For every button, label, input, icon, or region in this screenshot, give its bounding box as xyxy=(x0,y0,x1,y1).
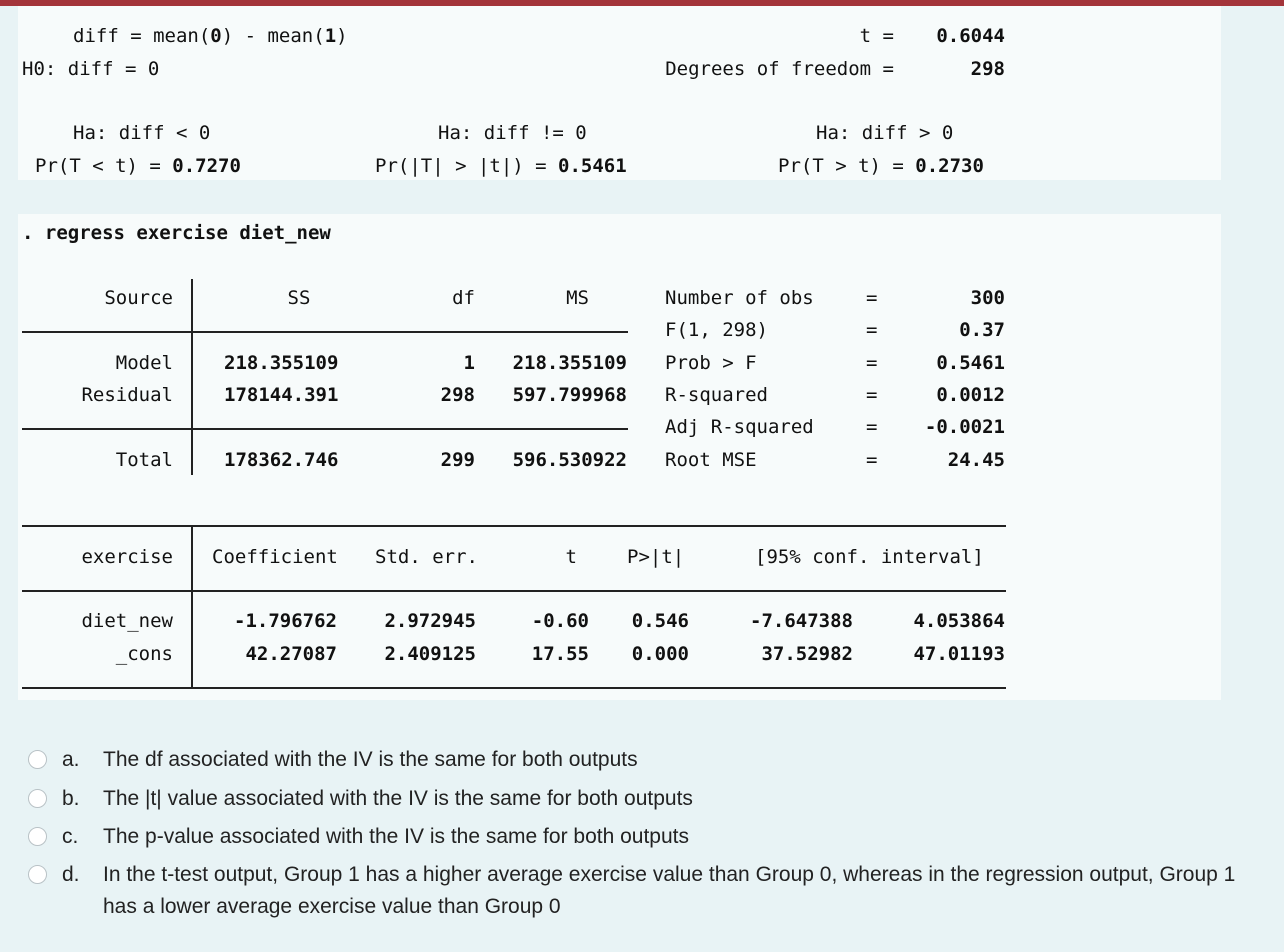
coef-header-var: exercise xyxy=(81,546,173,568)
anova-header-source: Source xyxy=(104,287,173,309)
stat-eq-r2: = xyxy=(866,384,878,406)
stat-label-probf: Prob > F xyxy=(665,352,757,374)
stat-value-f: 0.37 xyxy=(959,319,1005,341)
coef-var-cons: _cons xyxy=(115,643,173,665)
radio-a[interactable] xyxy=(28,750,47,769)
stat-eq-nobs: = xyxy=(866,287,878,309)
coef-cihi-dietnew: 4.053864 xyxy=(913,610,1005,632)
coef-rule-bottom xyxy=(22,687,1006,689)
stat-label-adjr2: Adj R-squared xyxy=(665,416,814,438)
anova-header-df: df xyxy=(452,287,475,309)
anova-ss-residual: 178144.391 xyxy=(224,384,339,406)
anova-source-residual: Residual xyxy=(81,384,173,406)
anova-rule-top xyxy=(22,331,628,333)
anova-header-ms: MS xyxy=(566,287,589,309)
stat-eq-probf: = xyxy=(866,352,878,374)
answer-option-a[interactable] xyxy=(0,745,1284,775)
t-stat-label: t = xyxy=(859,25,894,47)
anova-df-model: 1 xyxy=(463,352,475,374)
stat-value-r2: 0.0012 xyxy=(936,384,1005,406)
diff-definition: diff = mean(0) - mean(1) xyxy=(73,25,348,47)
coef-cilo-dietnew: -7.647388 xyxy=(750,610,853,632)
option-text-d: In the t-test output, Group 1 has a higher average exercise value than Group 0, whereas in the regression output, Group 1 has a lower average exercise value than Group 0 xyxy=(103,863,1236,918)
stat-eq-adjr2: = xyxy=(866,416,878,438)
ha-less: Ha: diff < 0 xyxy=(73,122,211,144)
stat-label-nobs: Number of obs xyxy=(665,287,814,309)
coef-cilo-cons: 37.52982 xyxy=(761,643,853,665)
anova-ss-model: 218.355109 xyxy=(224,352,339,374)
stat-eq-f: = xyxy=(866,319,878,341)
coef-rule-top xyxy=(22,525,1006,527)
option-letter-a: a. xyxy=(62,748,80,771)
coef-cihi-cons: 47.01193 xyxy=(913,643,1005,665)
coef-header-p: P>|t| xyxy=(627,546,685,568)
option-letter-d: d. xyxy=(62,863,80,886)
answer-option-c[interactable] xyxy=(0,822,1284,852)
dof-label: Degrees of freedom = xyxy=(665,58,894,80)
p-greater: Pr(T > t) = 0.2730 xyxy=(778,155,984,177)
option-text-b: The |t| value associated with the IV is the same for both outputs xyxy=(103,787,693,810)
coef-coef-cons: 42.27087 xyxy=(245,643,337,665)
coef-t-dietnew: -0.60 xyxy=(531,610,589,632)
stat-value-probf: 0.5461 xyxy=(936,352,1005,374)
coef-p-dietnew: 0.546 xyxy=(631,610,689,632)
anova-ss-total: 178362.746 xyxy=(224,449,339,471)
radio-b[interactable] xyxy=(28,789,47,808)
stat-value-nobs: 300 xyxy=(970,287,1005,309)
p-less: Pr(T < t) = 0.7270 xyxy=(35,155,241,177)
coef-se-dietnew: 2.972945 xyxy=(384,610,476,632)
coef-header-coef: Coefficient xyxy=(212,546,338,568)
radio-c[interactable] xyxy=(28,827,47,846)
ha-greater: Ha: diff > 0 xyxy=(816,122,954,144)
coef-coef-dietnew: -1.796762 xyxy=(234,610,337,632)
coef-vertical-divider xyxy=(191,525,193,688)
t-stat-value: 0.6044 xyxy=(936,25,1005,47)
coef-header-se: Std. err. xyxy=(375,546,478,568)
stat-label-rmse: Root MSE xyxy=(665,449,757,471)
anova-df-total: 299 xyxy=(440,449,475,471)
anova-ms-total: 596.530922 xyxy=(512,449,627,471)
coef-se-cons: 2.409125 xyxy=(384,643,476,665)
coef-header-ci: [95% conf. interval] xyxy=(755,546,984,568)
regress-command: . regress exercise diet_new xyxy=(22,222,331,244)
coef-header-t: t xyxy=(565,546,577,568)
null-hypothesis: H0: diff = 0 xyxy=(22,58,160,80)
anova-vertical-divider xyxy=(191,279,193,475)
coef-t-cons: 17.55 xyxy=(531,643,589,665)
coef-rule-mid xyxy=(22,590,1006,592)
stat-eq-rmse: = xyxy=(866,449,878,471)
stat-label-f: F(1, 298) xyxy=(665,319,768,341)
anova-df-residual: 298 xyxy=(440,384,475,406)
radio-d[interactable] xyxy=(28,865,47,884)
anova-ms-residual: 597.799968 xyxy=(512,384,627,406)
coef-var-dietnew: diet_new xyxy=(81,610,173,632)
ha-not-equal: Ha: diff != 0 xyxy=(438,122,587,144)
anova-header-ss: SS xyxy=(287,287,311,309)
option-letter-c: c. xyxy=(62,825,79,848)
anova-rule-bottom xyxy=(22,428,628,430)
option-text-c: The p-value associated with the IV is the same for both outputs xyxy=(103,825,689,848)
p-not-equal: Pr(|T| > |t|) = 0.5461 xyxy=(375,155,627,177)
answer-option-b[interactable] xyxy=(0,784,1284,814)
stat-value-rmse: 24.45 xyxy=(947,449,1005,471)
anova-source-model: Model xyxy=(115,352,173,374)
option-text-a: The df associated with the IV is the same for both outputs xyxy=(103,748,638,771)
coef-p-cons: 0.000 xyxy=(631,643,689,665)
anova-ms-model: 218.355109 xyxy=(512,352,627,374)
option-letter-b: b. xyxy=(62,787,80,810)
stat-value-adjr2: -0.0021 xyxy=(924,416,1005,438)
answer-option-d[interactable] xyxy=(0,860,1284,918)
stat-label-r2: R-squared xyxy=(665,384,768,406)
anova-source-total: Total xyxy=(115,449,173,471)
dof-value: 298 xyxy=(970,58,1005,80)
